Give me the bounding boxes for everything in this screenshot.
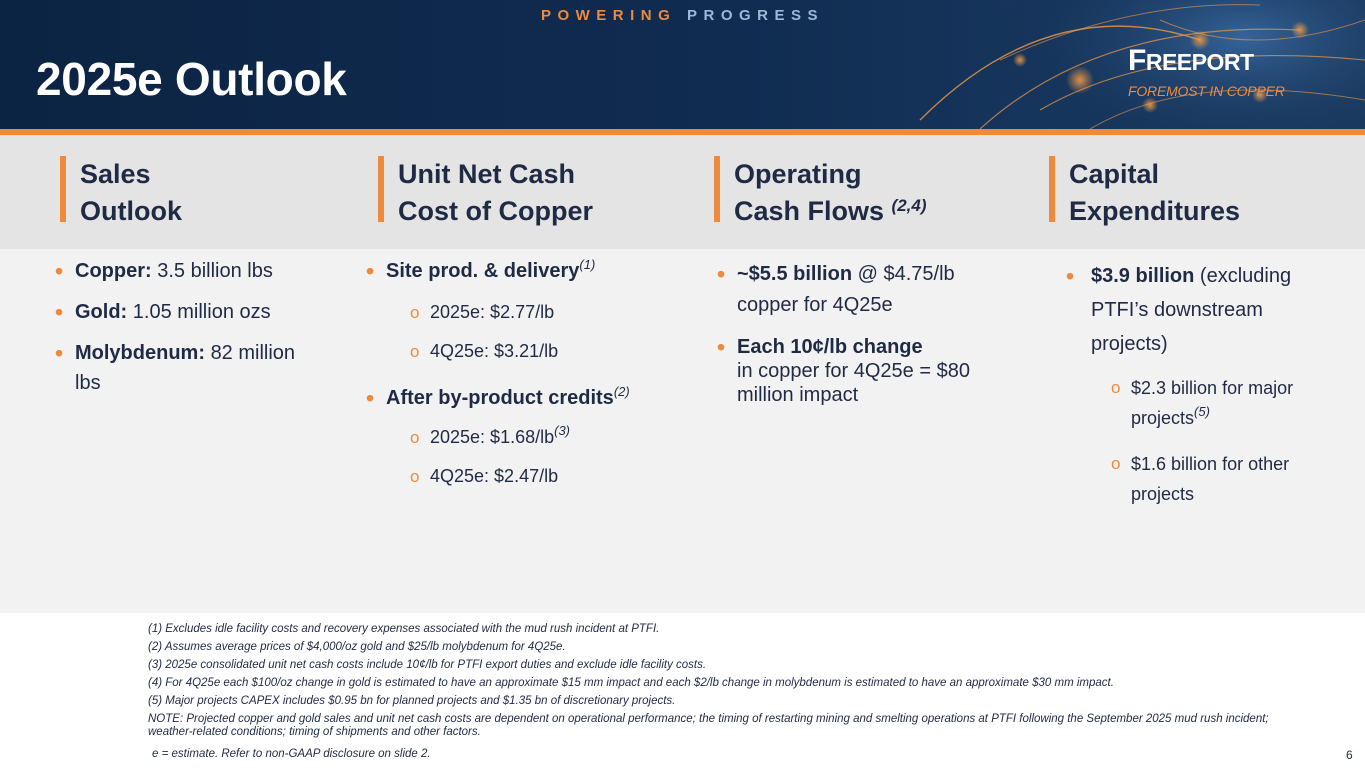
sales-content	[55, 259, 325, 398]
slide-title: 2025e Outlook	[36, 53, 347, 105]
logo	[1128, 44, 1254, 78]
tagline-second: PROGRESS	[686, 7, 825, 24]
list-item: • Each 10¢/lb change in copper for 4Q25e = $80 million impact	[717, 334, 970, 406]
accent-bar	[378, 156, 384, 222]
bullet-dot: •	[717, 334, 726, 360]
column-title-line2: Cash Flows	[734, 196, 885, 226]
column-title-line1: Capital	[1069, 159, 1160, 189]
unit-cost-content	[366, 259, 686, 489]
list-item: • Site prod. & delivery$^{(1)}$	[366, 257, 596, 284]
logo-rest: REEPORT	[1145, 49, 1254, 75]
list-item: • $3.9 billion (excluding PTFI’s downstream projects)	[1066, 259, 1346, 361]
sub-item: o 2025e: $2.77/lb	[410, 300, 686, 325]
column-title	[734, 156, 927, 230]
column-title-line2: Outlook	[80, 196, 182, 226]
tagline	[0, 7, 1365, 24]
list-item: • ~$5.5 billion @ $4.75/lb copper for 4Q25e	[717, 261, 955, 316]
tagline-first: POWERING	[540, 7, 677, 24]
bullet-dot: •	[55, 258, 64, 284]
title-banner	[0, 0, 1365, 129]
footnote: (5) Major projects CAPEX includes $0.95 bn for planned projects and $1.35 bn of discretionary projects.	[148, 695, 676, 707]
bullet-dot: •	[366, 385, 375, 411]
footnote: (2) Assumes average prices of $4,000/oz gold and $25/lb molybdenum for 4Q25e.	[148, 641, 566, 653]
sub-item: o 4Q25e: $3.21/lb	[410, 339, 686, 364]
column-title-line2: Expenditures	[1069, 196, 1241, 226]
accent-bar	[1049, 156, 1055, 222]
bullet-circle: o	[410, 428, 420, 447]
bullet-circle: o	[1111, 378, 1121, 397]
footnote: (3) 2025e consolidated unit net cash costs include 10¢/lb for PTFI export duties and exclude idle facility costs.	[148, 659, 707, 671]
column-title	[1069, 156, 1240, 230]
footnote: (1) Excludes idle facility costs and recovery expenses associated with the mud rush incident at PTFI.	[148, 623, 660, 635]
footnotes	[148, 623, 1298, 766]
bullet-dot: •	[1066, 263, 1075, 289]
footnote-ref: (1)	[579, 257, 596, 272]
footnote-ref: (2)	[613, 384, 630, 399]
footnote: (4) For 4Q25e each $100/oz change in gold is estimated to have an approximate $15 mm impact and each $2/lb change in molybdenum is estimated to have an approximate $30 mm impact.	[148, 677, 1114, 689]
column-title-line2: Cost of Copper	[398, 196, 593, 226]
bullet-dot: •	[366, 258, 375, 284]
column-title-line1: Sales	[80, 159, 151, 189]
list-item: • Copper: 3.5 billion lbs	[55, 258, 273, 284]
column-title	[398, 156, 593, 230]
footnote-ref: (3)	[554, 423, 571, 438]
sub-item: o $2.3 billion for major projects$^{(5)}$	[1111, 373, 1346, 433]
capex-content	[1066, 259, 1346, 509]
list-item: • After by-product credits$^{(2)}$	[366, 384, 630, 411]
accent-bar	[714, 156, 720, 222]
logo-tagline: FOREMOST IN COPPER	[1128, 83, 1285, 99]
accent-bar	[60, 156, 66, 222]
bullet-circle: o	[410, 467, 420, 486]
bullet-circle: o	[410, 342, 420, 361]
bullet-circle: o	[1111, 454, 1121, 473]
column-title-line1: Operating	[734, 159, 862, 189]
column-title-line1: Unit Net Cash	[398, 159, 576, 189]
sub-item: o $1.6 billion for other projects	[1111, 449, 1346, 509]
bullet-dot: •	[717, 261, 726, 287]
sub-item: o 2025e: $\$1.68/lb^{(3)}$	[410, 425, 686, 450]
bullet-dot: •	[55, 299, 64, 325]
sub-item: o 4Q25e: $2.47/lb	[410, 464, 686, 489]
page-number: 6	[1346, 748, 1353, 762]
logo-initial: F	[1128, 44, 1146, 77]
footnote: NOTE: Projected copper and gold sales and unit net cash costs are dependent on operational performance; the timing of restarting mining and smelting operations at PTFI following the September 2025 mud rush incident; weather-related conditions; timing of shipments and other factors.	[148, 713, 1269, 738]
column-title	[80, 156, 182, 230]
footnote: e = estimate. Refer to non-GAAP disclosure on slide 2.	[152, 748, 431, 760]
bullet-dot: •	[55, 340, 64, 366]
footnote-ref: (2,4)	[891, 196, 927, 215]
list-item: • Gold: 1.05 million ozs	[55, 299, 271, 325]
cash-flows-content	[717, 259, 1037, 407]
bullet-circle: o	[410, 303, 420, 322]
list-item: • Molybdenum: 82 million lbs	[55, 340, 296, 394]
footnote-ref: (5)	[1194, 404, 1210, 419]
